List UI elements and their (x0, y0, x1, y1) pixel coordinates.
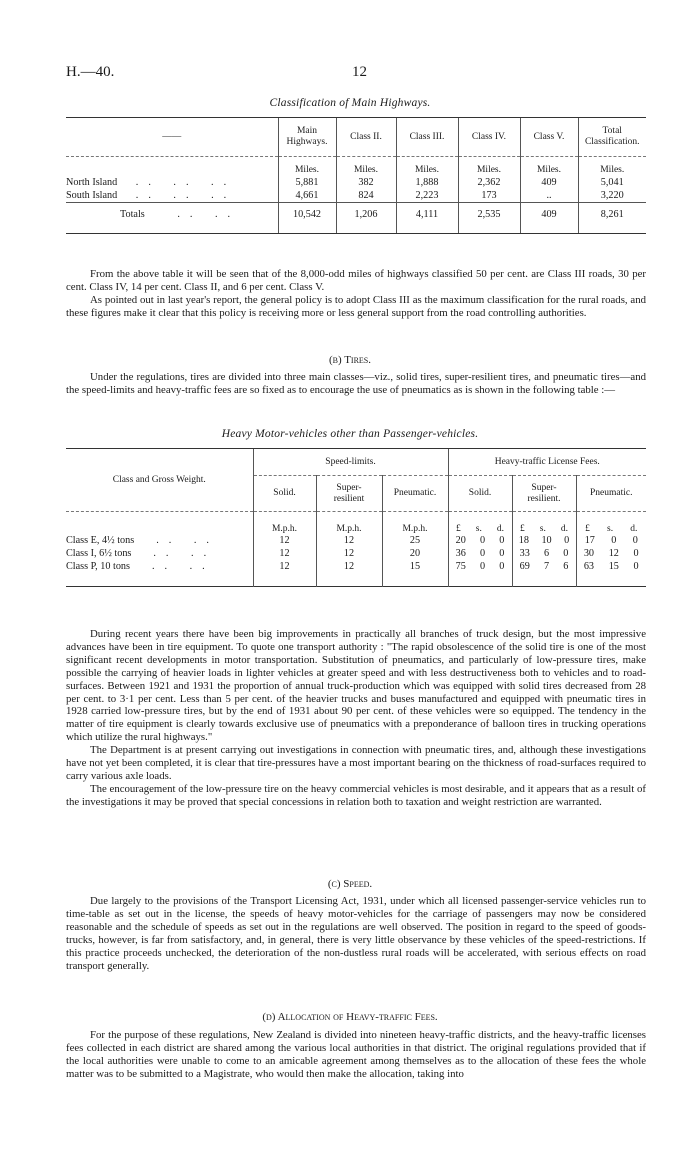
fees-header: Heavy-traffic License Fees. (448, 449, 646, 476)
cell: 0 (633, 548, 639, 559)
cell: 0 (563, 548, 569, 559)
paragraph-allocation (66, 1029, 646, 1081)
cell: 12 (316, 534, 382, 547)
cell: 12 (253, 534, 316, 547)
cell: 0 (479, 548, 486, 559)
unit-cell: Miles. (396, 157, 458, 177)
cell: 173 (458, 189, 520, 203)
table1-col-blank: —— (66, 118, 278, 157)
totals-label: Totals (120, 208, 145, 220)
money-unit: d. (496, 524, 504, 534)
section-heading-tires: (b) Tires. (328, 354, 372, 366)
subcol-super-resilient: Super-resilient (316, 476, 382, 512)
cell: 409 (520, 176, 578, 189)
subcol-super-resilient-fee: Super-resilient. (512, 476, 576, 512)
table2-caption: Heavy Motor-vehicles other than Passenger-vehicles. (221, 428, 479, 440)
unit-cell: M.p.h. (382, 512, 448, 535)
cell: 5,041 (578, 176, 646, 189)
table1-col-main: Main Highways. (278, 118, 336, 157)
unit-cell: M.p.h. (253, 512, 316, 535)
table-row: South Island .. .. .. 4,661 824 2,223 173 .. 3,220 (66, 189, 646, 203)
cell: 5,881 (278, 176, 336, 189)
row-label: North Island (66, 177, 118, 188)
paragraph: Due largely to the provisions of the Transport Licensing Act, 1931, under which all licensed passenger-service vehicles run to time-table as set out in the license, the speeds of heavy motor-vehicles for the carriage of passengers may now be considered reasonable and the schedule of speeds as set out in the regulations are well observed. The position in regard to the speed of goods-trucks, however, is far from satisfactory, and, in general, there is very little observance by these vehicles of the speed-restrictions. If this practice proceeds unchecked, the deterioration of the non-dustless rural roads will be accelerated, with serious effects on road transport generally. (66, 895, 646, 972)
heavy-vehicles-table (66, 448, 646, 587)
cell: 0 (499, 535, 505, 546)
cell: 0 (499, 561, 505, 572)
cell: 8,261 (578, 203, 646, 226)
cell: 12 (253, 547, 316, 560)
cell: 2,223 (396, 189, 458, 203)
cell: 17 (584, 535, 595, 546)
paragraph-classification (66, 268, 646, 320)
table1-col-total: Total Classification. (578, 118, 646, 157)
cell: 409 (520, 203, 578, 226)
section-heading-allocation: (d) Allocation of Heavy-traffic Fees. (262, 1011, 438, 1023)
table1-col-class2: Class II. (336, 118, 396, 157)
class-weight-header: Class and Gross Weight. (66, 449, 253, 512)
unit-cell: Miles. (458, 157, 520, 177)
cell: 36 (455, 548, 466, 559)
cell: 0 (479, 535, 486, 546)
paragraph: The Department is at present carrying out investigations in connection with pneumatic tires, and, although these investigations have not yet been completed, it is clear that tire-pressures have a most important bearing on the thickness of road-surfaces required to carry various axle loads. (66, 744, 646, 782)
table1-col-class4: Class IV. (458, 118, 520, 157)
paragraph-speed (66, 895, 646, 972)
cell: .. (520, 189, 578, 203)
speed-limits-header: Speed-limits. (253, 449, 448, 476)
row-label: Class I, 6½ tons (66, 548, 132, 559)
table-row: Class I, 6½ tons .. .. 12 12 20 36 0 0 33 6 0 30 12 0 (66, 547, 646, 560)
cell: 7 (543, 561, 550, 572)
table-row: North Island .. .. .. 5,881 382 1,888 2,362 409 5,041 (66, 176, 646, 189)
page-number: 12 (352, 64, 367, 80)
cell: 2,535 (458, 203, 520, 226)
money-unit: s. (539, 524, 546, 534)
cell: 0 (564, 535, 570, 546)
cell: 2,362 (458, 176, 520, 189)
cell: 4,661 (278, 189, 336, 203)
unit-cell: Miles. (520, 157, 578, 177)
row-label: Class P, 10 tons (66, 561, 130, 572)
cell: 1,888 (396, 176, 458, 189)
cell: 30 (583, 548, 595, 559)
paragraph: Under the regulations, tires are divided into three main classes—viz., solid tires, super-resilient tires, and pneumatic tires—and the speed-limits and heavy-traffic fees are so fixed as to encourage the use of pneumatics as is shown in the following table :— (66, 371, 646, 396)
cell: 10 (541, 535, 552, 546)
money-unit: s. (607, 524, 614, 534)
cell: 75 (455, 561, 466, 572)
row-label: South Island (66, 190, 118, 201)
paragraph: As pointed out in last year's report, the general policy is to adopt Class III as the maximum classification for the rural roads, and these figures make it clear that this policy is receiving more or less general support from the road controlling authorities. (66, 293, 646, 319)
paragraph-tire-improvements (66, 628, 646, 809)
cell: 33 (519, 548, 530, 559)
cell: 18 (518, 535, 529, 546)
table1-col-class5: Class V. (520, 118, 578, 157)
classification-table (66, 117, 646, 234)
money-unit: £ (520, 524, 525, 534)
cell: 69 (519, 561, 530, 572)
paragraph: For the purpose of these regulations, New Zealand is divided into nineteen heavy-traffic districts, and the heavy-traffic licenses fees collected in each district are shared among the various local authorities in that district. The original regulations provided that if the local authorities were unable to come to an amicable agreement among themselves as to the allocation of these fees the whole matter was to be submitted to a Magistrate, who would then make the allocation, taking into (66, 1029, 646, 1080)
money-unit: £ (585, 524, 590, 534)
cell: 0 (633, 561, 639, 572)
totals-row: Totals .. .. 10,542 1,206 4,111 2,535 409 8,261 (66, 203, 646, 226)
table1-col-class3: Class III. (396, 118, 458, 157)
paragraph: During recent years there have been big improvements in practically all branches of truck design, but the most impressive advances have been in tire equipment. To quote one transport authority : "The rapid obsolescence of the solid tire is one of the most significant recent developments in motor transportation. Substitution of pneumatics, and particularly of low-pressure tires, make possible the carrying of heavier loads in lighter vehicles at greater speed and with less destructiveness both to vehicles and to road-surfaces. Between 1921 and 1931 the proportion of annual truck-production which was equipped with solid tires decreased from 28 per cent. to 3·1 per cent. Less than 5 per cent. of the heavier trucks and buses manufactured and equipped with pneumatic tires in 1928 carried low-pressure tires, but by the end of 1931 about 90 per cent. of these vehicles were so equipped. The tendency in the matter of tire equipment is clearly towards exclusive use of pneumatics with a preponderance of balloon tires in trucking operations which utilize the rural highways." (66, 628, 646, 744)
paragraph: The encouragement of the low-pressure tire on the heavy commercial vehicles is most desirable, and it appears that as a result of the investigations it may be proved that special concessions in relation both to taxation and weight restriction are warranted. (66, 782, 646, 808)
subcol-pneumatic-fee: Pneumatic. (576, 476, 646, 512)
cell: 4,111 (396, 203, 458, 226)
cell: 12 (316, 560, 382, 573)
cell: 0 (479, 561, 486, 572)
cell: 12 (316, 547, 382, 560)
cell: 25 (382, 534, 448, 547)
table-row: Class P, 10 tons .. .. 12 12 15 75 0 0 69 7 6 63 15 0 (66, 560, 646, 573)
cell: 20 (455, 535, 466, 546)
cell: 6 (543, 548, 550, 559)
money-unit: d. (630, 524, 638, 534)
cell: 3,220 (578, 189, 646, 203)
cell: 10,542 (278, 203, 336, 226)
cell: 0 (632, 535, 638, 546)
table1-caption: Classification of Main Highways. (269, 97, 431, 109)
cell: 15 (608, 561, 619, 572)
cell: 6 (563, 561, 569, 572)
report-code: H.—40. (66, 64, 115, 80)
unit-cell: M.p.h. (316, 512, 382, 535)
cell: 1,206 (336, 203, 396, 226)
subcol-solid: Solid. (253, 476, 316, 512)
cell: 15 (382, 560, 448, 573)
unit-cell: Miles. (336, 157, 396, 177)
cell: 0 (611, 535, 617, 546)
section-heading-speed: (c) Speed. (327, 878, 373, 890)
cell: 12 (253, 560, 316, 573)
cell: 824 (336, 189, 396, 203)
row-label: Class E, 4½ tons (66, 535, 135, 546)
table-row: Class E, 4½ tons .. .. 12 12 25 20 0 0 18 10 0 17 0 0 (66, 534, 646, 547)
cell: 20 (382, 547, 448, 560)
money-unit: d. (560, 524, 568, 534)
unit-cell: Miles. (278, 157, 336, 177)
subcol-solid-fee: Solid. (448, 476, 512, 512)
money-unit: £ (456, 524, 461, 534)
paragraph-tires (66, 371, 646, 397)
paragraph: From the above table it will be seen that of the 8,000-odd miles of highways classified 50 per cent. are Class III roads, 30 per cent. Class IV, 14 per cent. Class II, and 6 per cent. Class V. (66, 268, 646, 293)
subcol-pneumatic: Pneumatic. (382, 476, 448, 512)
cell: 0 (499, 548, 505, 559)
cell: 382 (336, 176, 396, 189)
cell: 63 (583, 561, 595, 572)
unit-cell: Miles. (578, 157, 646, 177)
cell: 12 (608, 548, 619, 559)
money-unit: s. (475, 524, 482, 534)
